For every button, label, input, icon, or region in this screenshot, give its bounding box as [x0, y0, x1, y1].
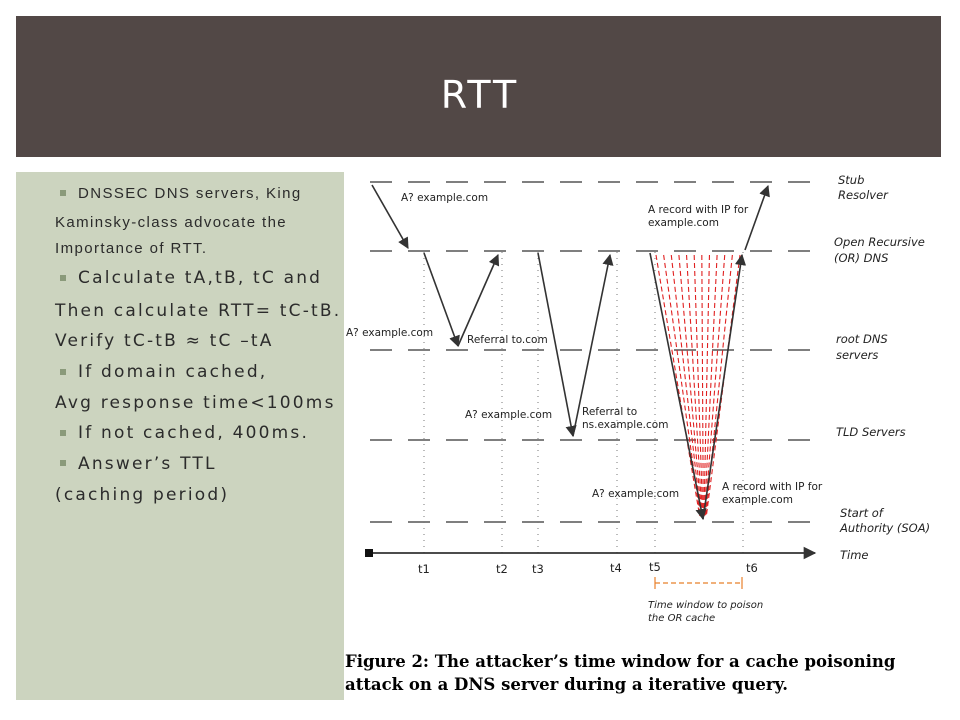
query-2-label: A? example.com [346, 327, 434, 339]
bullet-dnssec-line-3: Importance of RTT. [55, 240, 208, 257]
root-label: root DNS [836, 332, 888, 346]
bullet-marker [60, 369, 66, 375]
svg-text:the OR cache: the OR cache [648, 613, 716, 624]
poison-hatch-line [694, 255, 703, 516]
query-4-label: A? example.com [592, 488, 680, 500]
bullet-marker [60, 460, 66, 466]
bullet-marker [60, 190, 66, 196]
bullet-cached-line-2: Avg response time<100ms [55, 393, 336, 413]
referral-root-to-or-arrow [458, 255, 498, 346]
svg-text:example.com: example.com [722, 494, 793, 506]
tick-t1: t1 [418, 562, 430, 576]
bullet-dnssec-line-2: Kaminsky-class advocate the [55, 214, 288, 231]
tick-t4: t4 [610, 561, 622, 575]
bullet-calculate-line-3: Verify tC-tB ≈ tC –tA [55, 331, 274, 351]
or-dns-label: Open Recursive [834, 235, 925, 249]
poison-window-label: Time window to poison [648, 600, 764, 611]
caption-line-2: attack on a DNS server during a iterative query. [345, 675, 788, 694]
poison-hatch-line [702, 255, 703, 516]
slide-title: RTT [440, 73, 520, 117]
answer-or-to-stub-arrow [745, 186, 768, 250]
query-or-to-soa-arrow [650, 253, 703, 519]
tick-t2: t2 [496, 562, 508, 576]
query-1-label: A? example.com [401, 192, 489, 204]
svg-text:Authority (SOA): Authority (SOA) [840, 521, 931, 535]
answer-soa-label: A record with IP for [722, 481, 823, 493]
referral-ns-label: Referral to [582, 406, 638, 418]
svg-text:example.com: example.com [648, 217, 719, 229]
svg-text:ns.example.com: ns.example.com [582, 419, 669, 431]
bullet-dnssec-line-1: DNSSEC DNS servers, King [78, 185, 302, 202]
tld-label: TLD Servers [836, 425, 906, 439]
caption-line-1: Figure 2: The attacker’s time window for a cache poisoning [345, 652, 896, 671]
poison-hatch-line [656, 255, 700, 516]
bullet-marker [60, 430, 66, 436]
bullet-ttl-line-1: Answer’s TTL [78, 454, 217, 474]
poison-hatch-line [705, 255, 725, 516]
bullet-not-cached-line: If not cached, 400ms. [78, 423, 310, 443]
bullet-marker [60, 275, 66, 281]
bullet-calculate-line-1: Calculate tA,tB, tC and [78, 268, 323, 288]
answer-stub-label: A record with IP for [648, 204, 749, 216]
query-3-label: A? example.com [465, 409, 553, 421]
stub-label: Stub [838, 173, 865, 187]
tick-t6: t6 [746, 561, 758, 575]
time-axis-start-marker [365, 549, 373, 557]
bullet-calculate-line-2: Then calculate RTT= tC-tB. [55, 301, 342, 321]
svg-text:(OR) DNS: (OR) DNS [834, 251, 889, 265]
poison-window-hatch [656, 255, 740, 516]
time-label: Time [840, 548, 869, 562]
bullet-cached-line-1: If domain cached, [78, 362, 268, 382]
tick-t3: t3 [532, 562, 544, 576]
referral-com-label: Referral to.com [467, 334, 548, 346]
dns-timing-diagram [344, 160, 944, 700]
svg-text:Resolver: Resolver [838, 188, 888, 202]
tick-t5: t5 [649, 560, 661, 574]
figure-caption [345, 650, 945, 696]
bullet-ttl-line-2: (caching period) [55, 485, 230, 505]
answer-soa-to-or-arrow [703, 255, 742, 519]
soa-label: Start of [840, 506, 883, 520]
svg-text:servers: servers [836, 348, 879, 362]
